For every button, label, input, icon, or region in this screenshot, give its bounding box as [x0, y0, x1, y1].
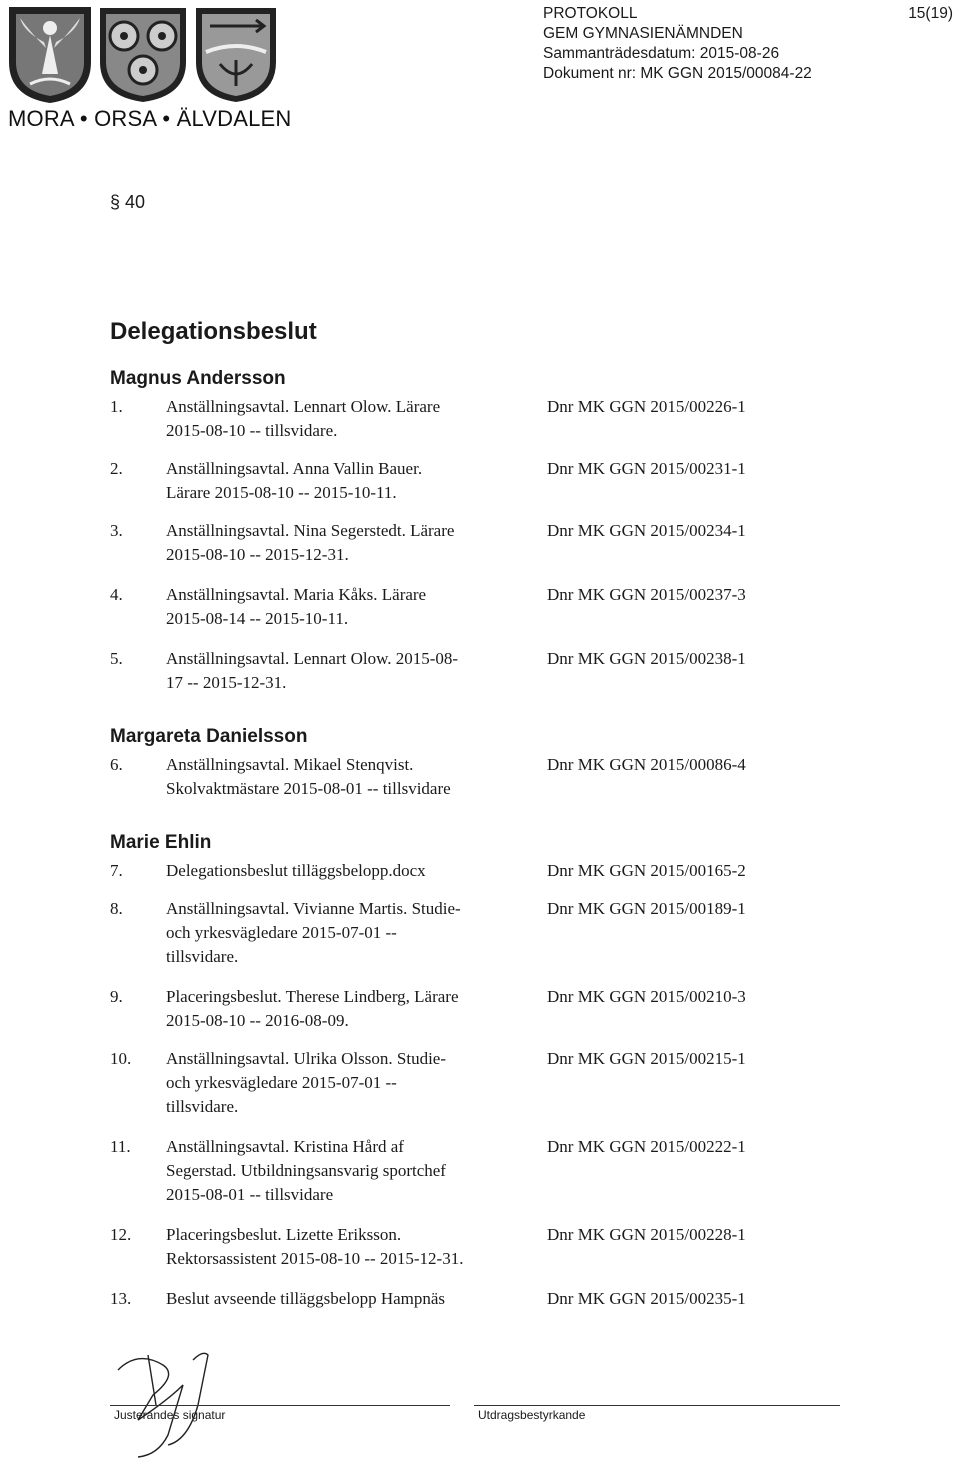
item-text-line: 17 -- 2015-12-31. — [166, 673, 287, 692]
item-dnr: Dnr MK GGN 2015/00215-1 — [547, 1049, 746, 1068]
item-text-line: 2015-08-01 -- tillsvidare — [166, 1185, 334, 1204]
meeting-date: Sammanträdesdatum: 2015-08-26 — [543, 45, 780, 62]
item-number: 5. — [110, 649, 123, 668]
millstone-crest-icon — [100, 8, 186, 102]
item-text-line: Anställningsavtal. Mikael Stenqvist. — [166, 755, 414, 774]
item-number: 3. — [110, 521, 123, 540]
item-text-line: Anställningsavtal. Lennart Olow. 2015-08- — [166, 649, 459, 668]
item-text-line: Segerstad. Utbildningsansvarig sportchef — [166, 1161, 446, 1180]
document-number: Dokument nr: MK GGN 2015/00084-22 — [543, 65, 812, 82]
item-text-line: Placeringsbeslut. Lizette Eriksson. — [166, 1225, 402, 1244]
item-text-line: och yrkesvägledare 2015-07-01 -- — [166, 1073, 397, 1092]
item-number: 8. — [110, 899, 123, 918]
certification-label: Utdragsbestyrkande — [478, 1408, 586, 1422]
item-dnr: Dnr MK GGN 2015/00235-1 — [547, 1289, 746, 1308]
item-text-line: Rektorsassistent 2015-08-10 -- 2015-12-31. — [166, 1249, 464, 1268]
page-title: Delegationsbeslut — [110, 318, 317, 345]
angel-crest-icon — [10, 8, 90, 102]
board-name: GEM GYMNASIENÄMNDEN — [543, 25, 743, 42]
item-number: 6. — [110, 755, 123, 774]
municipality-names: MORA • ORSA • ÄLVDALEN — [8, 106, 292, 131]
item-dnr: Dnr MK GGN 2015/00189-1 — [547, 899, 746, 918]
section-heading: Marie Ehlin — [110, 832, 212, 853]
item-text-line: Beslut avseende tilläggsbelopp Hampnäs — [166, 1289, 446, 1308]
doc-type: PROTOKOLL — [543, 5, 638, 22]
document-header — [543, 4, 953, 84]
item-text-line: 2015-08-10 -- 2016-08-09. — [166, 1011, 349, 1030]
section-heading: Magnus Andersson — [110, 368, 286, 389]
item-text-line: Anställningsavtal. Kristina Hård af — [166, 1137, 404, 1156]
municipality-crests — [6, 4, 278, 104]
item-dnr: Dnr MK GGN 2015/00234-1 — [547, 521, 746, 540]
item-dnr: Dnr MK GGN 2015/00228-1 — [547, 1225, 746, 1244]
item-text-line: 2015-08-10 -- 2015-12-31. — [166, 545, 349, 564]
item-dnr: Dnr MK GGN 2015/00238-1 — [547, 649, 746, 668]
item-dnr: Dnr MK GGN 2015/00226-1 — [547, 397, 746, 416]
item-text-line: Anställningsavtal. Lennart Olow. Lärare — [166, 397, 441, 416]
item-text-line: 2015-08-10 -- tillsvidare. — [166, 421, 338, 440]
paragraph-number: § 40 — [110, 192, 146, 212]
item-number: 2. — [110, 459, 123, 478]
item-text-line: och yrkesvägledare 2015-07-01 -- — [166, 923, 397, 942]
item-text-line: 2015-08-14 -- 2015-10-11. — [166, 609, 349, 628]
certification-line — [474, 1405, 840, 1406]
item-text-line: Lärare 2015-08-10 -- 2015-10-11. — [166, 483, 397, 502]
item-text-line: Delegationsbeslut tilläggsbelopp.docx — [166, 861, 426, 880]
page-number: 15(19) — [908, 5, 953, 22]
item-dnr: Dnr MK GGN 2015/00165-2 — [547, 861, 746, 880]
item-number: 4. — [110, 585, 123, 604]
item-text-line: Anställningsavtal. Nina Segerstedt. Lärare — [166, 521, 455, 540]
item-text-line: tillsvidare. — [166, 1097, 239, 1116]
item-number: 12. — [110, 1225, 132, 1244]
item-text-line: Skolvaktmästare 2015-08-01 -- tillsvidare — [166, 779, 451, 798]
item-dnr: Dnr MK GGN 2015/00231-1 — [547, 459, 746, 478]
item-number: 1. — [110, 397, 123, 416]
item-number: 11. — [110, 1137, 131, 1156]
item-dnr: Dnr MK GGN 2015/00086-4 — [547, 755, 746, 774]
item-number: 13. — [110, 1289, 132, 1308]
item-number: 9. — [110, 987, 123, 1006]
item-text-line: Anställningsavtal. Vivianne Martis. Studie- — [166, 899, 461, 918]
item-text-line: tillsvidare. — [166, 947, 239, 966]
item-text-line: Anställningsavtal. Anna Vallin Bauer. — [166, 459, 423, 478]
item-number: 7. — [110, 861, 123, 880]
bow-crest-icon — [196, 8, 276, 102]
item-dnr: Dnr MK GGN 2015/00210-3 — [547, 987, 746, 1006]
item-dnr: Dnr MK GGN 2015/00237-3 — [547, 585, 746, 604]
item-dnr: Dnr MK GGN 2015/00222-1 — [547, 1137, 746, 1156]
item-text-line: Placeringsbeslut. Therese Lindberg, Lärare — [166, 987, 459, 1006]
signature-line — [110, 1405, 450, 1406]
signature-label: Justerandes signatur — [114, 1408, 226, 1422]
section-heading: Margareta Danielsson — [110, 726, 308, 747]
item-text-line: Anställningsavtal. Maria Kåks. Lärare — [166, 585, 427, 604]
item-number: 10. — [110, 1049, 132, 1068]
item-text-line: Anställningsavtal. Ulrika Olsson. Studie- — [166, 1049, 447, 1068]
